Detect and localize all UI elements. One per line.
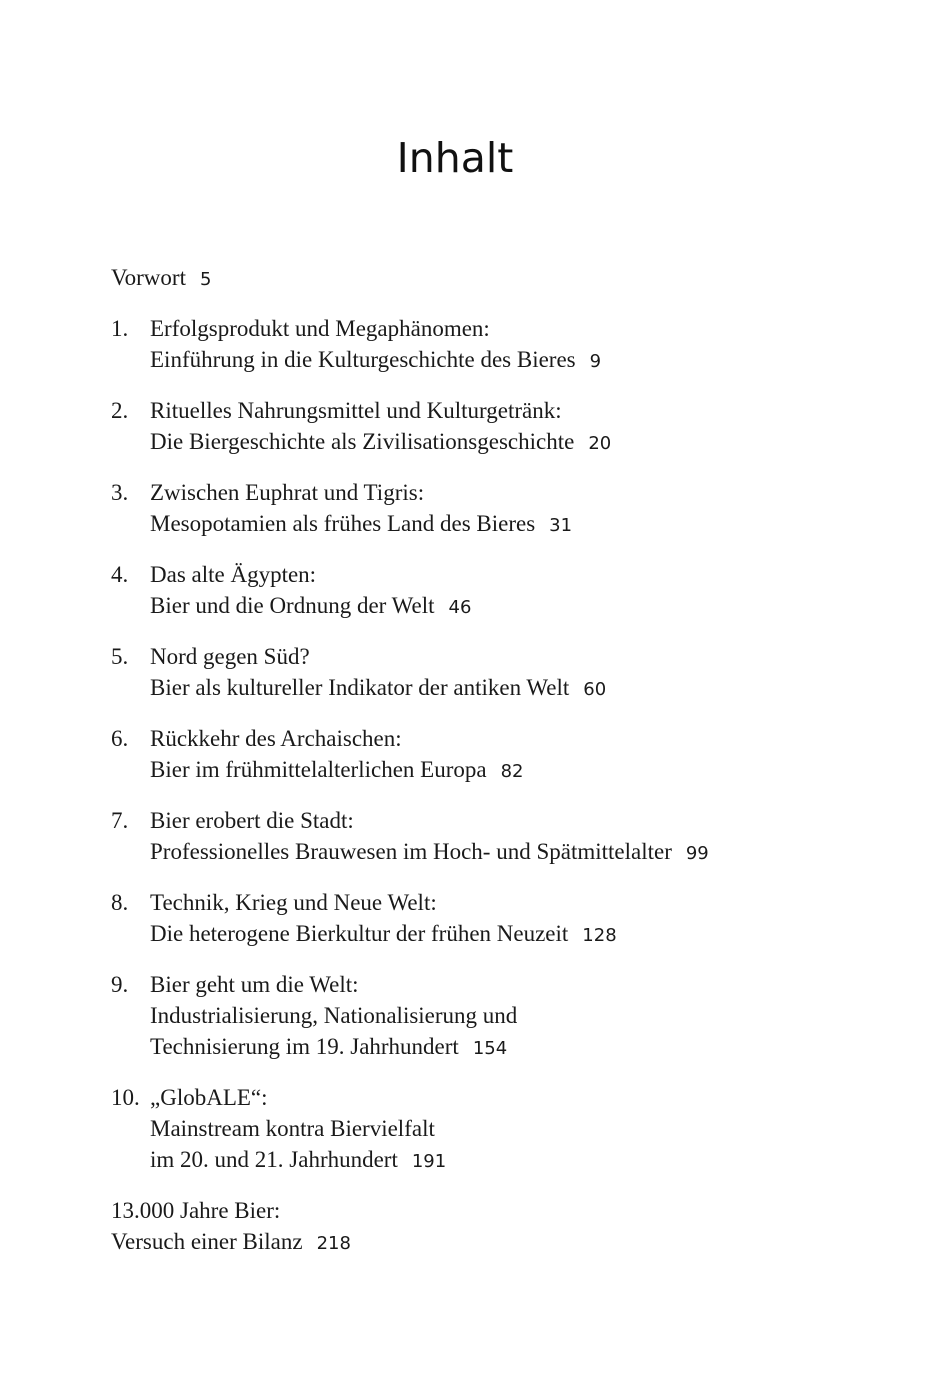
entry-title-line: Bier im frühmittelalterlichen Europa — [150, 757, 487, 782]
entry-title-line: Das alte Ägypten: — [150, 562, 317, 587]
entry-title: Vorwort — [111, 265, 186, 290]
entry-title-line: Nord gegen Süd? — [150, 644, 310, 669]
entry-title-line: Erfolgsprodukt und Megaphänomen: — [150, 316, 490, 341]
page-number: 31 — [549, 515, 573, 536]
entry-title-line: Industrialisierung, Nationalisierung und — [150, 1003, 518, 1028]
entry-title-line: Rituelles Nahrungsmittel und Kulturgetränk: — [150, 398, 562, 423]
toc-entry-preface[interactable] — [111, 262, 891, 295]
page-number: 99 — [685, 843, 709, 864]
toc-entry-chapter-3[interactable] — [111, 477, 891, 541]
chapter-number: 9. — [111, 972, 129, 997]
page-number: 82 — [500, 761, 524, 782]
entry-title-line: Einführung in die Kulturgeschichte des Bieres — [150, 347, 576, 372]
entry-title-line: Die heterogene Bierkultur der frühen Neuzeit — [150, 921, 569, 946]
page-number: 191 — [411, 1151, 447, 1172]
entry-title-line: Technisierung im 19. Jahrhundert — [150, 1034, 459, 1059]
page-number: 20 — [588, 433, 612, 454]
entry-title-line: Mesopotamien als frühes Land des Bieres — [150, 511, 536, 536]
toc-entry-chapter-10[interactable] — [111, 1082, 891, 1177]
page-number: 128 — [582, 925, 617, 946]
entry-title-line: im 20. und 21. Jahrhundert — [150, 1147, 398, 1172]
toc-entry-chapter-6[interactable] — [111, 723, 891, 787]
entry-title-line: Technik, Krieg und Neue Welt: — [150, 890, 437, 915]
page-number: 9 — [589, 351, 602, 372]
toc-entry-chapter-2[interactable] — [111, 395, 891, 459]
entry-title-line: Rückkehr des Archaischen: — [150, 726, 402, 751]
toc-entry-chapter-9[interactable] — [111, 969, 891, 1064]
chapter-number: 8. — [111, 890, 129, 915]
page-title: Inhalt — [396, 134, 514, 182]
chapter-number: 5. — [111, 644, 129, 669]
entry-title-line: Die Biergeschichte als Zivilisationsgeschichte — [150, 429, 575, 454]
page-number: 218 — [316, 1233, 351, 1254]
toc-entry-chapter-5[interactable] — [111, 641, 891, 705]
chapter-number: 3. — [111, 480, 129, 505]
chapter-number: 1. — [111, 316, 129, 341]
chapter-number: 6. — [111, 726, 129, 751]
chapter-number: 4. — [111, 562, 129, 587]
toc-entry-chapter-7[interactable] — [111, 805, 891, 869]
toc-entry-chapter-8[interactable] — [111, 887, 891, 951]
chapter-number: 2. — [111, 398, 129, 423]
toc-entry-chapter-1[interactable] — [111, 313, 891, 377]
page-number: 5 — [199, 269, 212, 290]
entry-title-line: Zwischen Euphrat und Tigris: — [150, 480, 425, 505]
entry-title-line: Professionelles Brauwesen im Hoch- und Spätmittelalter — [150, 839, 672, 864]
toc-entry-chapter-4[interactable] — [111, 559, 891, 623]
entry-title-line: Bier erobert die Stadt: — [150, 808, 354, 833]
entry-title-line: Bier als kultureller Indikator der antiken Welt — [150, 675, 570, 700]
entry-title-line: Mainstream kontra Biervielfalt — [150, 1116, 435, 1141]
page-number: 60 — [583, 679, 607, 700]
page-number: 154 — [472, 1038, 508, 1059]
entry-title-line: Bier geht um die Welt: — [150, 972, 359, 997]
page-number: 46 — [448, 597, 472, 618]
entry-title-line: „GlobALE“: — [150, 1085, 268, 1110]
entry-title-line: Versuch einer Bilanz — [111, 1229, 303, 1254]
toc-entry-conclusion[interactable] — [111, 1195, 891, 1259]
table-of-contents — [111, 262, 891, 1277]
chapter-number: 7. — [111, 808, 129, 833]
chapter-number: 10. — [111, 1085, 140, 1110]
entry-title-line: 13.000 Jahre Bier: — [111, 1198, 281, 1223]
entry-title-line: Bier und die Ordnung der Welt — [150, 593, 435, 618]
